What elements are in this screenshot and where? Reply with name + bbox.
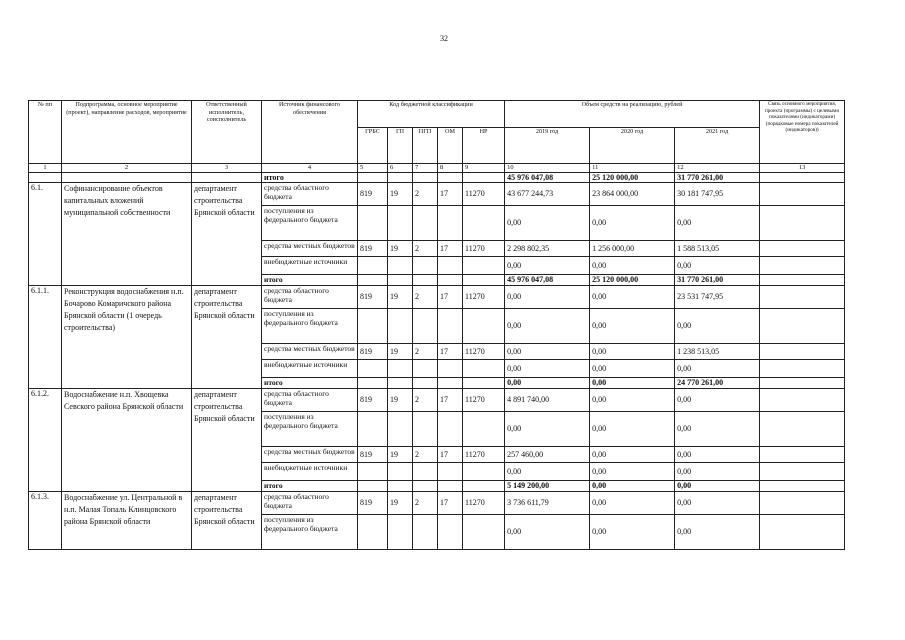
header-2021: 2021 год xyxy=(675,128,760,164)
source-regional: средства областного бюджета xyxy=(262,492,358,515)
indicator-link xyxy=(760,360,845,378)
value-2020: 0,00 xyxy=(590,309,675,344)
index-cell: 7 xyxy=(413,164,438,173)
code-nr xyxy=(463,412,505,447)
code-grbs: 819 xyxy=(358,492,388,515)
value-2020: 0,00 xyxy=(590,286,675,309)
indicator-link xyxy=(760,481,845,492)
activity-title: Реконструкция водоснабжения н.п. Бочарово Комаричского района Брянской области (1 очередь строительства) xyxy=(62,286,192,389)
code-pgp xyxy=(413,360,438,378)
table-row xyxy=(29,183,845,206)
indicator-link xyxy=(760,389,845,412)
index-cell: 3 xyxy=(192,164,262,173)
value-2019: 257 460,00 xyxy=(505,447,590,463)
value-2020: 0,00 xyxy=(590,206,675,241)
value-2021: 1 238 513,05 xyxy=(675,344,760,360)
value-2019: 45 976 047,08 xyxy=(505,173,590,183)
indicator-link xyxy=(760,515,845,550)
indicator-link xyxy=(760,492,845,515)
value-2021: 0,00 xyxy=(675,447,760,463)
header-grbs: ГРБС xyxy=(358,128,388,164)
code-grbs xyxy=(358,412,388,447)
value-2019: 0,00 xyxy=(505,309,590,344)
code-pgp xyxy=(413,378,438,389)
code-nr: 11270 xyxy=(463,286,505,309)
code-om: 17 xyxy=(438,492,463,515)
value-2021: 0,00 xyxy=(675,309,760,344)
activity-number: 6.1. xyxy=(29,183,62,286)
code-grbs xyxy=(358,463,388,481)
activity-dept: департамент строительства Брянской области xyxy=(192,492,262,550)
activity-title: Водоснабжение ул. Центральной в н.п. Малая Топаль Клинцовского района Брянской области xyxy=(62,492,192,550)
value-2021: 0,00 xyxy=(675,463,760,481)
value-2020: 0,00 xyxy=(590,492,675,515)
value-2020: 0,00 xyxy=(590,360,675,378)
index-cell: 1 xyxy=(29,164,62,173)
index-cell: 5 xyxy=(358,164,388,173)
table-row xyxy=(29,286,845,309)
source-regional: средства областного бюджета xyxy=(262,286,358,309)
value-2019: 0,00 xyxy=(505,286,590,309)
value-2020: 0,00 xyxy=(590,378,675,389)
code-nr xyxy=(463,515,505,550)
indicator-link xyxy=(760,447,845,463)
code-grbs xyxy=(358,481,388,492)
code-gp: 19 xyxy=(388,241,413,257)
value-2020: 0,00 xyxy=(590,463,675,481)
activity-dept: департамент строительства Брянской области xyxy=(192,389,262,492)
code-pgp: 2 xyxy=(413,286,438,309)
code-nr xyxy=(463,309,505,344)
source-total: итого xyxy=(262,173,358,183)
code-om xyxy=(438,515,463,550)
index-cell: 13 xyxy=(760,164,845,173)
header-budget-code: Код бюджетной классификации xyxy=(358,101,505,128)
activity-title: Софинансирование объектов капитальных вложений муниципальной собственности xyxy=(62,183,192,286)
indicator-link xyxy=(760,412,845,447)
total-row xyxy=(29,173,845,183)
code-grbs: 819 xyxy=(358,183,388,206)
code-nr xyxy=(463,257,505,275)
code-grbs: 819 xyxy=(358,241,388,257)
indicator-link xyxy=(760,275,845,286)
code-nr xyxy=(463,463,505,481)
source-local: средства местных бюджетов xyxy=(262,344,358,360)
code-grbs: 819 xyxy=(358,389,388,412)
code-om: 17 xyxy=(438,447,463,463)
value-2019: 2 298 802,35 xyxy=(505,241,590,257)
code-om xyxy=(438,309,463,344)
source-federal: поступления из федерального бюджета xyxy=(262,515,358,550)
value-2019: 0,00 xyxy=(505,257,590,275)
value-2021: 31 770 261,00 xyxy=(675,275,760,286)
value-2021: 0,00 xyxy=(675,206,760,241)
value-2019: 0,00 xyxy=(505,515,590,550)
code-gp xyxy=(388,257,413,275)
code-om: 17 xyxy=(438,344,463,360)
code-nr xyxy=(463,378,505,389)
activity-title: Водоснабжение н.п. Хвощевка Севского района Брянской области xyxy=(62,389,192,492)
source-total: итого xyxy=(262,275,358,286)
value-2020: 0,00 xyxy=(590,344,675,360)
value-2019: 0,00 xyxy=(505,344,590,360)
code-om xyxy=(438,275,463,286)
indicator-link xyxy=(760,463,845,481)
value-2019: 3 736 611,79 xyxy=(505,492,590,515)
code-om xyxy=(438,257,463,275)
activity-number: 6.1.1. xyxy=(29,286,62,389)
code-gp: 19 xyxy=(388,389,413,412)
value-2019: 43 677 244,73 xyxy=(505,183,590,206)
value-2021: 24 770 261,00 xyxy=(675,378,760,389)
code-om: 17 xyxy=(438,389,463,412)
code-pgp xyxy=(413,309,438,344)
indicator-link xyxy=(760,206,845,241)
code-om xyxy=(438,463,463,481)
source-total: итого xyxy=(262,481,358,492)
source-local: средства местных бюджетов xyxy=(262,447,358,463)
value-2019: 0,00 xyxy=(505,378,590,389)
code-gp: 19 xyxy=(388,183,413,206)
index-cell: 8 xyxy=(438,164,463,173)
code-gp xyxy=(388,360,413,378)
budget-table xyxy=(28,100,845,550)
value-2019: 0,00 xyxy=(505,206,590,241)
index-row xyxy=(29,164,845,173)
page-number: 32 xyxy=(440,34,448,43)
code-gp: 19 xyxy=(388,447,413,463)
indicator-link xyxy=(760,286,845,309)
header-2019: 2019 год xyxy=(505,128,590,164)
code-grbs: 819 xyxy=(358,286,388,309)
code-om: 17 xyxy=(438,183,463,206)
header-num: № пп xyxy=(29,101,62,164)
table-row xyxy=(29,389,845,412)
value-2020: 25 120 000,00 xyxy=(590,275,675,286)
source-extra: внебюджетные источники xyxy=(262,463,358,481)
code-nr xyxy=(463,206,505,241)
code-pgp xyxy=(413,206,438,241)
source-regional: средства областного бюджета xyxy=(262,183,358,206)
code-pgp: 2 xyxy=(413,389,438,412)
value-2021: 0,00 xyxy=(675,360,760,378)
value-2019: 0,00 xyxy=(505,412,590,447)
source-local: средства местных бюджетов xyxy=(262,241,358,257)
header-row xyxy=(29,101,845,128)
code-nr xyxy=(463,481,505,492)
code-grbs xyxy=(358,515,388,550)
value-2020: 0,00 xyxy=(590,257,675,275)
value-2019: 0,00 xyxy=(505,360,590,378)
code-gp xyxy=(388,206,413,241)
code-pgp xyxy=(413,463,438,481)
indicator-link xyxy=(760,183,845,206)
code-nr xyxy=(463,360,505,378)
code-grbs xyxy=(358,309,388,344)
value-2019: 4 891 740,00 xyxy=(505,389,590,412)
value-2019: 45 976 047,08 xyxy=(505,275,590,286)
indicator-link xyxy=(760,309,845,344)
header-nr: НР xyxy=(463,128,505,164)
header-2020: 2020 год xyxy=(590,128,675,164)
code-om xyxy=(438,360,463,378)
code-gp: 19 xyxy=(388,286,413,309)
code-grbs xyxy=(358,275,388,286)
value-2019: 0,00 xyxy=(505,463,590,481)
code-pgp xyxy=(413,257,438,275)
value-2021: 0,00 xyxy=(675,515,760,550)
code-grbs xyxy=(358,378,388,389)
code-om xyxy=(438,481,463,492)
index-cell: 11 xyxy=(590,164,675,173)
indicator-link xyxy=(760,344,845,360)
index-cell: 12 xyxy=(675,164,760,173)
index-cell: 2 xyxy=(62,164,192,173)
header-pgp: ПГП xyxy=(413,128,438,164)
code-pgp: 2 xyxy=(413,447,438,463)
code-nr: 11270 xyxy=(463,183,505,206)
header-volume: Объем средств на реализацию, рублей xyxy=(505,101,760,128)
header-responsible: Ответственный исполнитель, соисполнитель xyxy=(192,101,262,164)
index-cell: 10 xyxy=(505,164,590,173)
value-2020: 0,00 xyxy=(590,412,675,447)
value-2020: 25 120 000,00 xyxy=(590,173,675,183)
code-pgp: 2 xyxy=(413,241,438,257)
value-2021: 0,00 xyxy=(675,412,760,447)
source-extra: внебюджетные источники xyxy=(262,360,358,378)
activity-number: 6.1.2. xyxy=(29,389,62,492)
value-2021: 1 588 513,05 xyxy=(675,241,760,257)
index-cell: 6 xyxy=(388,164,413,173)
value-2020: 0,00 xyxy=(590,515,675,550)
code-gp xyxy=(388,481,413,492)
indicator-link xyxy=(760,378,845,389)
code-grbs xyxy=(358,257,388,275)
code-grbs: 819 xyxy=(358,447,388,463)
source-federal: поступления из федерального бюджета xyxy=(262,412,358,447)
code-om xyxy=(438,206,463,241)
source-regional: средства областного бюджета xyxy=(262,389,358,412)
code-gp xyxy=(388,412,413,447)
value-2020: 1 256 000,00 xyxy=(590,241,675,257)
code-gp xyxy=(388,378,413,389)
index-cell: 9 xyxy=(463,164,505,173)
code-om xyxy=(438,378,463,389)
source-federal: поступления из федерального бюджета xyxy=(262,206,358,241)
value-2021: 0,00 xyxy=(675,492,760,515)
code-gp xyxy=(388,463,413,481)
code-om: 17 xyxy=(438,286,463,309)
source-extra: внебюджетные источники xyxy=(262,257,358,275)
value-2020: 0,00 xyxy=(590,389,675,412)
value-2021: 0,00 xyxy=(675,389,760,412)
code-pgp xyxy=(413,412,438,447)
code-nr xyxy=(463,275,505,286)
value-2020: 23 864 000,00 xyxy=(590,183,675,206)
code-gp xyxy=(388,515,413,550)
code-grbs xyxy=(358,360,388,378)
value-2021: 23 531 747,95 xyxy=(675,286,760,309)
code-pgp: 2 xyxy=(413,492,438,515)
code-gp: 19 xyxy=(388,344,413,360)
header-source: Источник финансового обеспечения xyxy=(262,101,358,164)
index-cell: 4 xyxy=(262,164,358,173)
indicator-link xyxy=(760,257,845,275)
source-federal: поступления из федерального бюджета xyxy=(262,309,358,344)
code-gp: 19 xyxy=(388,492,413,515)
value-2020: 0,00 xyxy=(590,447,675,463)
code-nr: 11270 xyxy=(463,344,505,360)
header-link: Связь основного мероприятия, проекта (программы) с целевыми показателями (индикаторами) (порядковые номера показателей (индикаторов)) xyxy=(760,101,845,164)
code-nr: 11270 xyxy=(463,241,505,257)
code-om xyxy=(438,412,463,447)
value-2021: 0,00 xyxy=(675,257,760,275)
code-nr: 11270 xyxy=(463,492,505,515)
code-om: 17 xyxy=(438,241,463,257)
header-om: ОМ xyxy=(438,128,463,164)
value-2021: 31 770 261,00 xyxy=(675,173,760,183)
table-row xyxy=(29,492,845,515)
code-pgp xyxy=(413,275,438,286)
activity-dept: департамент строительства Брянской области xyxy=(192,183,262,286)
activity-dept: департамент строительства Брянской области xyxy=(192,286,262,389)
code-nr: 11270 xyxy=(463,447,505,463)
header-subprogram: Подпрограмма, основное мероприятие (проект), направление расходов, мероприятие xyxy=(62,101,192,164)
activity-number: 6.1.3. xyxy=(29,492,62,550)
value-2020: 0,00 xyxy=(590,481,675,492)
code-pgp xyxy=(413,481,438,492)
header-gp: ГП xyxy=(388,128,413,164)
code-pgp: 2 xyxy=(413,344,438,360)
code-gp xyxy=(388,309,413,344)
indicator-link xyxy=(760,241,845,257)
value-2019: 5 149 200,00 xyxy=(505,481,590,492)
code-gp xyxy=(388,275,413,286)
value-2021: 0,00 xyxy=(675,481,760,492)
code-pgp: 2 xyxy=(413,183,438,206)
source-total: итого xyxy=(262,378,358,389)
value-2021: 30 181 747,95 xyxy=(675,183,760,206)
code-grbs: 819 xyxy=(358,344,388,360)
code-pgp xyxy=(413,515,438,550)
code-nr: 11270 xyxy=(463,389,505,412)
code-grbs xyxy=(358,206,388,241)
